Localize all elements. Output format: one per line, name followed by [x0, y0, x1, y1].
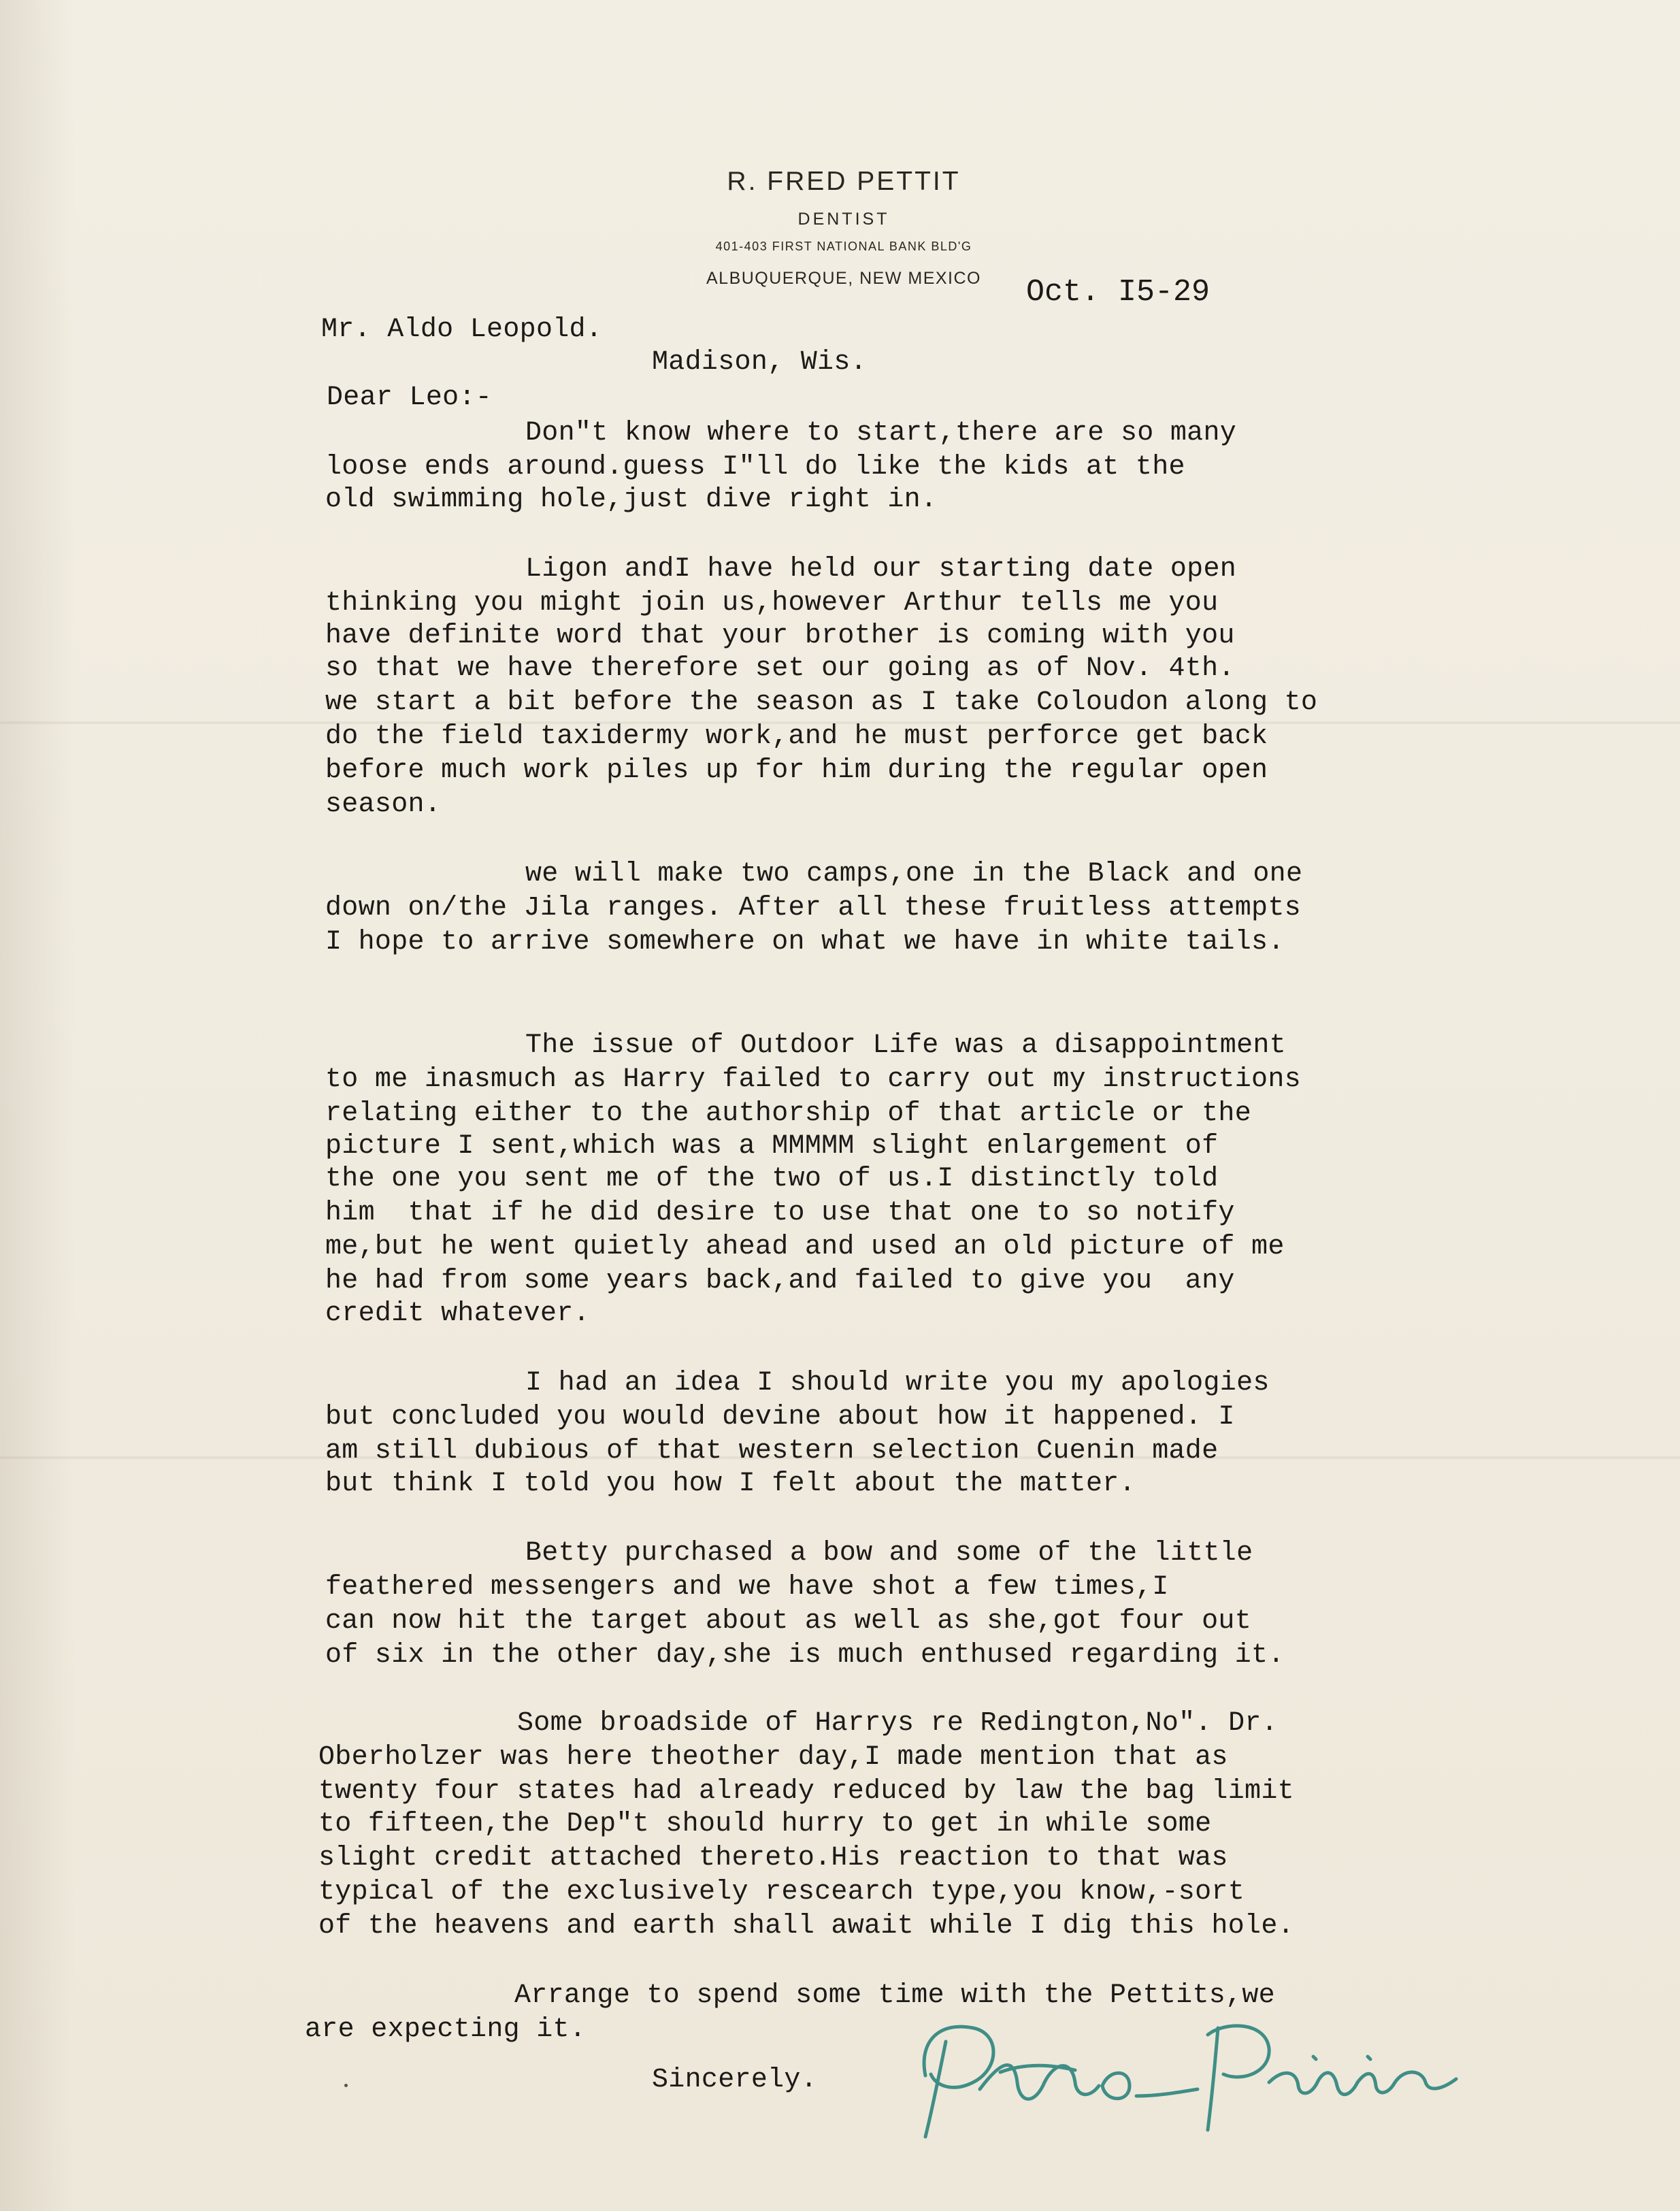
body-line: but concluded you would devine about how it happened. I — [325, 1402, 1235, 1432]
handwritten-signature — [898, 1994, 1483, 2171]
closing: Sincerely. — [652, 2065, 818, 2095]
body-line: am still dubious of that western selection Cuenin made — [325, 1436, 1219, 1467]
body-line: Some broadside of Harrys re Redington,No". Dr. — [517, 1708, 1278, 1739]
body-line: down on/the Jila ranges. After all these fruitless attempts — [325, 893, 1301, 923]
body-line: we start a bit before the season as I take Coloudon along to — [325, 687, 1318, 718]
body-line: but think I told you how I felt about the matter. — [325, 1469, 1136, 1499]
letterhead-name: R. FRED PETTIT — [727, 167, 961, 196]
body-line: feathered messengers and we have shot a few times,I — [325, 1572, 1169, 1603]
body-line: The issue of Outdoor Life was a disappointment — [525, 1030, 1286, 1061]
body-line: me,but he went quietly ahead and used an old picture of me — [325, 1232, 1285, 1262]
body-line: loose ends around.guess I"ll do like the kids at the — [325, 452, 1185, 482]
body-line: to me inasmuch as Harry failed to carry out my instructions — [325, 1064, 1301, 1095]
body-line: of the heavens and earth shall await while I dig this hole. — [318, 1911, 1294, 1942]
body-line: we will make two camps,one in the Black and one — [525, 859, 1303, 889]
body-line: credit whatever. — [325, 1298, 590, 1329]
body-line: I hope to arrive somewhere on what we have in white tails. — [325, 927, 1285, 957]
body-line: him that if he did desire to use that one to so notify — [325, 1198, 1235, 1228]
body-line: slight credit attached thereto.His reaction to that was — [318, 1843, 1228, 1873]
ink-speck — [344, 2084, 348, 2087]
recipient-name: Mr. Aldo Leopold. — [321, 314, 603, 345]
letterhead-address: 401-403 FIRST NATIONAL BANK BLD'G — [715, 240, 972, 253]
body-line: relating either to the authorship of that article or the — [325, 1098, 1252, 1129]
body-line: old swimming hole,just dive right in. — [325, 485, 938, 515]
body-line: Ligon andI have held our starting date open — [525, 554, 1237, 585]
salutation: Dear Leo:- — [327, 382, 493, 413]
recipient-location: Madison, Wis. — [652, 347, 867, 378]
body-line: I had an idea I should write you my apologies — [525, 1368, 1270, 1398]
body-line: to fifteen,the Dep"t should hurry to get in while some — [318, 1809, 1212, 1839]
letter-date: Oct. I5-29 — [1026, 275, 1210, 310]
body-line: can now hit the target about as well as she,got four out — [325, 1606, 1252, 1637]
body-line: typical of the exclusively rescearch type,you know,-sort — [318, 1877, 1245, 1907]
body-line: do the field taxidermy work,and he must perforce get back — [325, 721, 1268, 752]
body-line: thinking you might join us,however Arthur tells me you — [325, 588, 1219, 619]
body-line: the one you sent me of the two of us.I distinctly told — [325, 1164, 1219, 1194]
body-line: Don"t know where to start,there are so many — [525, 418, 1237, 448]
body-line: Arrange to spend some time with the Pettits,we — [514, 1980, 1275, 2011]
body-line: Oberholzer was here theother day,I made mention that as — [318, 1742, 1228, 1773]
paper-edge-shadow — [0, 0, 75, 2211]
body-line: before much work piles up for him during the regular open — [325, 755, 1268, 786]
letterhead-city: ALBUQUERQUE, NEW MEXICO — [706, 269, 981, 288]
body-line: Betty purchased a bow and some of the little — [525, 1538, 1253, 1569]
body-line: picture I sent,which was a MMMMM slight enlargement of — [325, 1131, 1219, 1162]
body-line: have definite word that your brother is coming with you — [325, 621, 1235, 651]
body-line: twenty four states had already reduced by law the bag limit — [318, 1776, 1294, 1807]
body-line: of six in the other day,she is much enthused regarding it. — [325, 1640, 1285, 1671]
body-line: he had from some years back,and failed to give you any — [325, 1266, 1235, 1296]
body-line: season. — [325, 789, 442, 820]
body-line: so that we have therefore set our going as of Nov. 4th. — [325, 653, 1235, 684]
body-line: are expecting it. — [305, 2014, 587, 2045]
letterhead-profession: DENTIST — [797, 210, 890, 229]
